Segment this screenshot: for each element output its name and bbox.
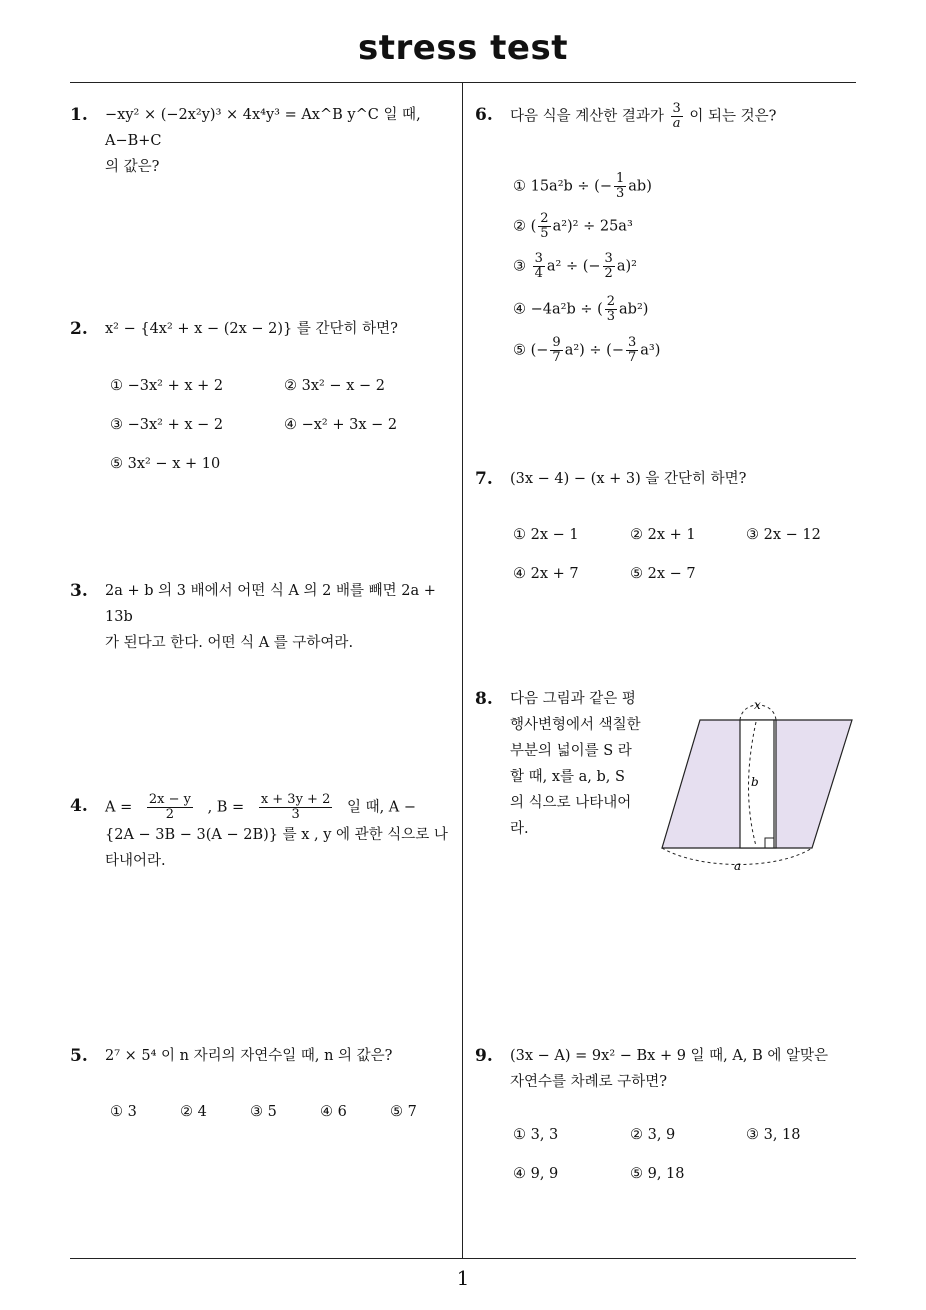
fraction [603,252,615,281]
question-fragment: , B = [207,799,245,816]
option[interactable]: ⑤ 3x² − x + 10 [110,456,221,472]
question-text [105,102,460,180]
fraction-denominator: 7 [628,350,637,365]
question-fragment: 다음 식을 계산한 결과가 [510,108,664,125]
fraction-denominator: 5 [540,226,549,241]
option-fragment: a² ÷ (− [546,258,601,275]
option[interactable] [513,212,633,241]
option-fragment: −4a²b ÷ ( [530,301,603,318]
question-line: 자연수를 차례로 구하면? [510,1074,668,1090]
option-fragment: (− [530,342,549,359]
option-mark: ① [513,178,526,195]
label-a: a [734,859,742,873]
question-text: x² − {4x² + x − (2x − 2)} 를 간단히 하면? [105,321,398,337]
question-fragment: 일 때, A − [346,799,417,816]
option[interactable]: ④ 9, 9 [513,1166,559,1182]
question-number: 8. [475,689,493,709]
fraction-denominator: 2 [604,266,613,281]
fraction [626,336,638,365]
option[interactable]: ① 2x − 1 [513,527,579,543]
option[interactable]: ① 3 [110,1104,137,1120]
question-text [510,1043,828,1095]
top-rule [70,82,856,83]
option[interactable]: ③ 2x − 12 [746,527,821,543]
question-line: −xy² × (−2x²y)³ × 4x⁴y³ = Ax^B y^C 일 때, A−B+C [105,107,421,149]
question-text [510,102,776,131]
question-number: 3. [70,581,88,601]
question-number: 6. [475,105,493,125]
option[interactable]: ① −3x² + x + 2 [110,378,224,394]
fraction [259,793,333,822]
option-fragment: a²)² ÷ 25a³ [552,218,633,235]
fraction [614,172,626,201]
question-line: (3x − A) = 9x² − Bx + 9 일 때, A, B 에 알맞은 [510,1048,828,1064]
option[interactable]: ⑤ 9, 18 [630,1166,685,1182]
fraction [533,252,545,281]
option-fragment: ab²) [619,301,649,318]
label-x: x [754,698,761,712]
question-line: 의 식으로 나타내어 [510,795,632,811]
option[interactable]: ① 3, 3 [513,1127,559,1143]
option[interactable]: ③ 3, 18 [746,1127,801,1143]
option-fragment: a³) [640,342,661,359]
option-mark: ④ [513,301,526,318]
option-fragment: ( [530,218,537,235]
option-mark: ② [513,218,526,235]
fraction-numerator: 2 [606,294,616,309]
fraction [605,295,617,324]
question-line: {2A − 3B − 3(A − 2B)} 를 x , y 에 관한 식으로 나 [105,827,448,843]
question-number: 9. [475,1046,493,1066]
question-line: 의 값은? [105,159,160,175]
question-line: 2a + b 의 3 배에서 어떤 식 A 의 2 배를 빼면 2a + 13b [105,583,436,625]
question-line: 부분의 넓이를 S 라 [510,743,632,759]
question-fragment: A = [105,799,133,816]
option[interactable]: ④ −x² + 3x − 2 [284,417,398,433]
question-number: 7. [475,469,493,489]
fraction-denominator: 2 [165,807,175,822]
question-line: 라. [510,821,529,837]
parallelogram-diagram [660,698,860,878]
question-text [105,578,460,656]
option[interactable] [513,336,660,365]
fraction-denominator: 4 [534,266,543,281]
question-number: 1. [70,105,88,125]
question-line: 타내어라. [105,853,166,869]
option[interactable]: ③ −3x² + x − 2 [110,417,224,433]
option[interactable]: ② 4 [180,1104,207,1120]
option-fragment: ab) [628,178,652,195]
question-number: 2. [70,319,88,339]
fraction-denominator: a [672,116,681,131]
fraction [550,336,562,365]
option-mark: ③ [513,258,526,275]
question-text: (3x − 4) − (x + 3) 을 간단히 하면? [510,471,747,487]
option-mark: ⑤ [513,342,526,359]
option[interactable]: ④ 6 [320,1104,347,1120]
option[interactable]: ⑤ 7 [390,1104,417,1120]
option-fragment: 15a²b ÷ (− [530,178,612,195]
question-number: 5. [70,1046,88,1066]
fraction-denominator: 3 [606,309,616,324]
fraction-numerator: 2 [540,211,549,226]
option[interactable]: ② 2x + 1 [630,527,696,543]
option[interactable]: ④ 2x + 7 [513,566,579,582]
option[interactable] [513,295,648,324]
question-text [105,793,460,874]
question-number: 4. [70,796,88,816]
fraction-numerator: 9 [552,335,561,350]
fraction-numerator: 2x − y [148,792,191,807]
fraction-numerator: 3 [672,101,681,116]
fraction [671,102,683,131]
fraction-numerator: 3 [534,251,543,266]
question-line: 행사변형에서 색칠한 [510,717,641,733]
question-text [510,686,641,842]
column-divider [462,83,463,1259]
option-fragment: a²) ÷ (− [564,342,624,359]
fraction-denominator: 7 [552,350,561,365]
label-b: b [751,775,759,789]
fraction-numerator: x + 3y + 2 [260,792,331,807]
fraction-numerator: 3 [604,251,613,266]
page-title: stress test [358,28,568,68]
question-line: 다음 그림과 같은 평 [510,691,636,707]
fraction-numerator: 1 [615,171,625,186]
option[interactable] [513,172,652,201]
question-fragment: 이 되는 것은? [689,108,777,125]
fraction-denominator: 3 [291,807,300,822]
option[interactable]: ③ 5 [250,1104,277,1120]
parallelogram-figure [660,698,860,882]
option[interactable]: ② 3x² − x − 2 [284,378,385,394]
option[interactable] [513,252,637,281]
bottom-rule [70,1258,856,1259]
fraction-denominator: 3 [615,186,625,201]
page-number: 1 [456,1266,470,1290]
fraction [147,793,193,822]
question-line: 가 된다고 한다. 어떤 식 A 를 구하여라. [105,635,354,651]
option[interactable]: ⑤ 2x − 7 [630,566,696,582]
question-line: 할 때, x를 a, b, S [510,769,625,785]
fraction [538,212,550,241]
question-text: 2⁷ × 5⁴ 이 n 자리의 자연수일 때, n 의 값은? [105,1048,393,1064]
fraction-numerator: 3 [628,335,637,350]
option-fragment: a)² [616,258,637,275]
option[interactable]: ② 3, 9 [630,1127,676,1143]
